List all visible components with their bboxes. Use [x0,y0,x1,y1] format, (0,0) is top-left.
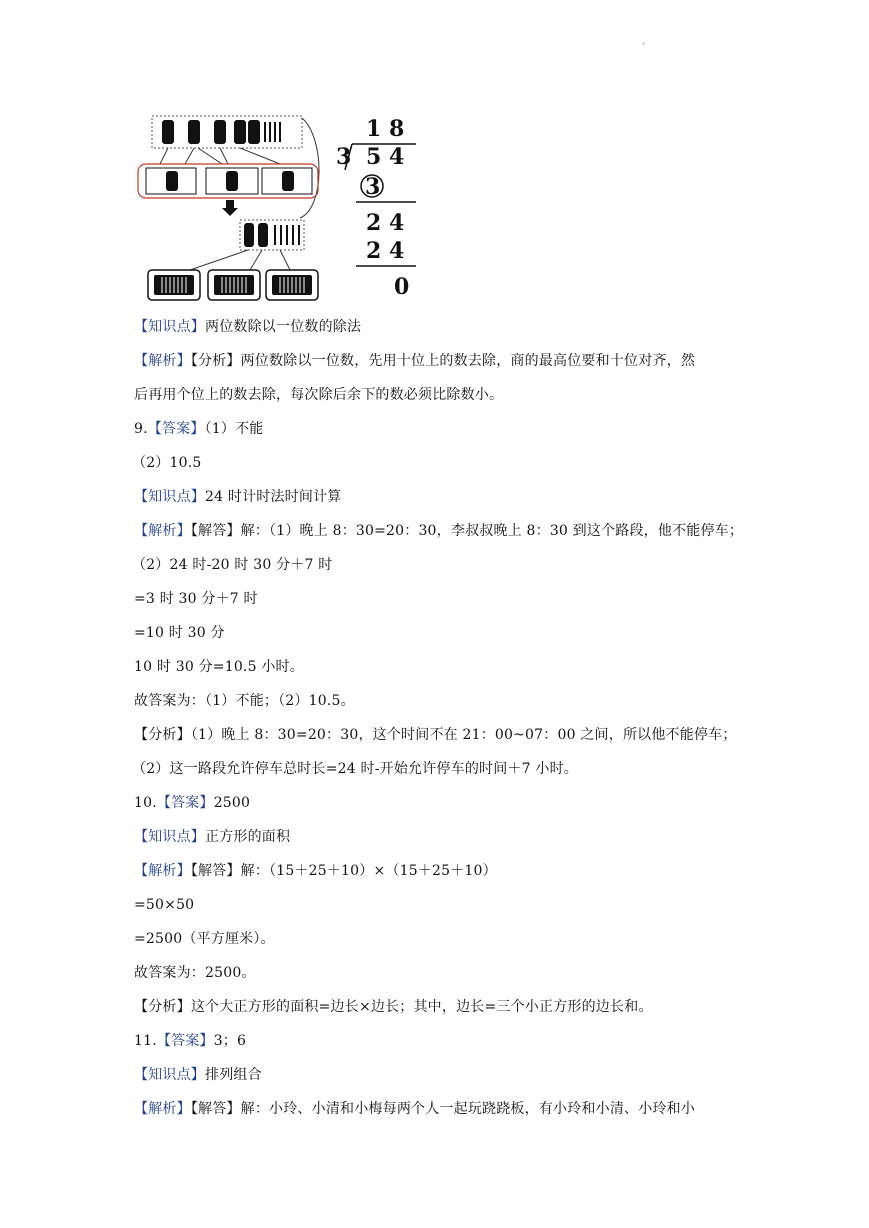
tens-blocks-top [162,120,260,144]
divisor: 3 [336,144,352,170]
page-dot: . [642,36,646,47]
ones-blocks-top [265,122,280,142]
line-18: =50×50 [134,897,195,913]
line-14: （2）这一路段允许停车总时长=24 时-开始允许停车的时间＋7 小时。 [132,761,578,777]
bottom-boxes [148,270,318,300]
step2a: 2 4 [366,210,405,236]
dividend: 5 4 [366,144,405,170]
remainder: 0 [394,274,410,300]
line-19: =2500（平方厘米）。 [134,931,275,947]
quotient: 1 8 [366,116,405,142]
line-15: 10.【答案】2500 [134,795,251,811]
middle-blocks [146,168,312,194]
line-2: 【解析】【分析】两位数除以一位数，先用十位上的数去除，商的最高位要和十位对齐，然 [134,353,696,369]
line-10: =10 时 30 分 [134,625,225,641]
step2b: 2 4 [366,238,405,264]
line-12: 故答案为：（1）不能；（2）10.5。 [134,693,355,709]
line-23: 【知识点】排列组合 [134,1067,262,1083]
line-8: （2）24 时-20 时 30 分＋7 时 [132,557,333,573]
line-21: 【分析】这个大正方形的面积=边长×边长；其中，边长=三个小正方形的边长和。 [134,999,653,1015]
line-7: 【解析】【解答】解：（1）晚上 8：30=20：30，李叔叔晚上 8：30 到这个路段，他不能停车； [134,523,744,539]
line-13: 【分析】（1）晚上 8：30=20：30，这个时间不在 21：00~07：00 之间，所以他不能停车； [134,727,737,743]
block-diagram [130,108,430,308]
step1: 3 [365,174,381,200]
line-11: 10 时 30 分=10.5 小时。 [134,659,304,675]
ones-blocks-bottom [275,225,299,245]
line-5: （2）10.5 [132,455,202,471]
line-17: 【解析】【解答】解：（15＋25＋10）×（15＋25＋10） [134,863,497,879]
line-3: 后再用个位上的数去除，每次除后余下的数必须比除数小。 [134,387,504,403]
line-20: 故答案为：2500。 [134,965,256,981]
tens-blocks-bottom [244,223,268,247]
line-24: 【解析】【解答】解：小玲、小清和小梅每两个人一起玩跷跷板，有小玲和小清、小玲和小 [134,1101,696,1117]
division-figure [130,108,430,308]
line-1: 【知识点】两位数除以一位数的除法 [134,319,362,335]
down-arrow [222,200,238,216]
bottom-split-arrows [190,250,290,270]
line-16: 【知识点】正方形的面积 [134,829,291,845]
line-4: 9.【答案】（1）不能 [134,421,264,437]
line-9: =3 时 30 分＋7 时 [134,591,258,607]
line-22: 11.【答案】3；6 [134,1033,247,1049]
line-6: 【知识点】24 时计时法时间计算 [134,489,342,505]
long-division [336,116,416,300]
